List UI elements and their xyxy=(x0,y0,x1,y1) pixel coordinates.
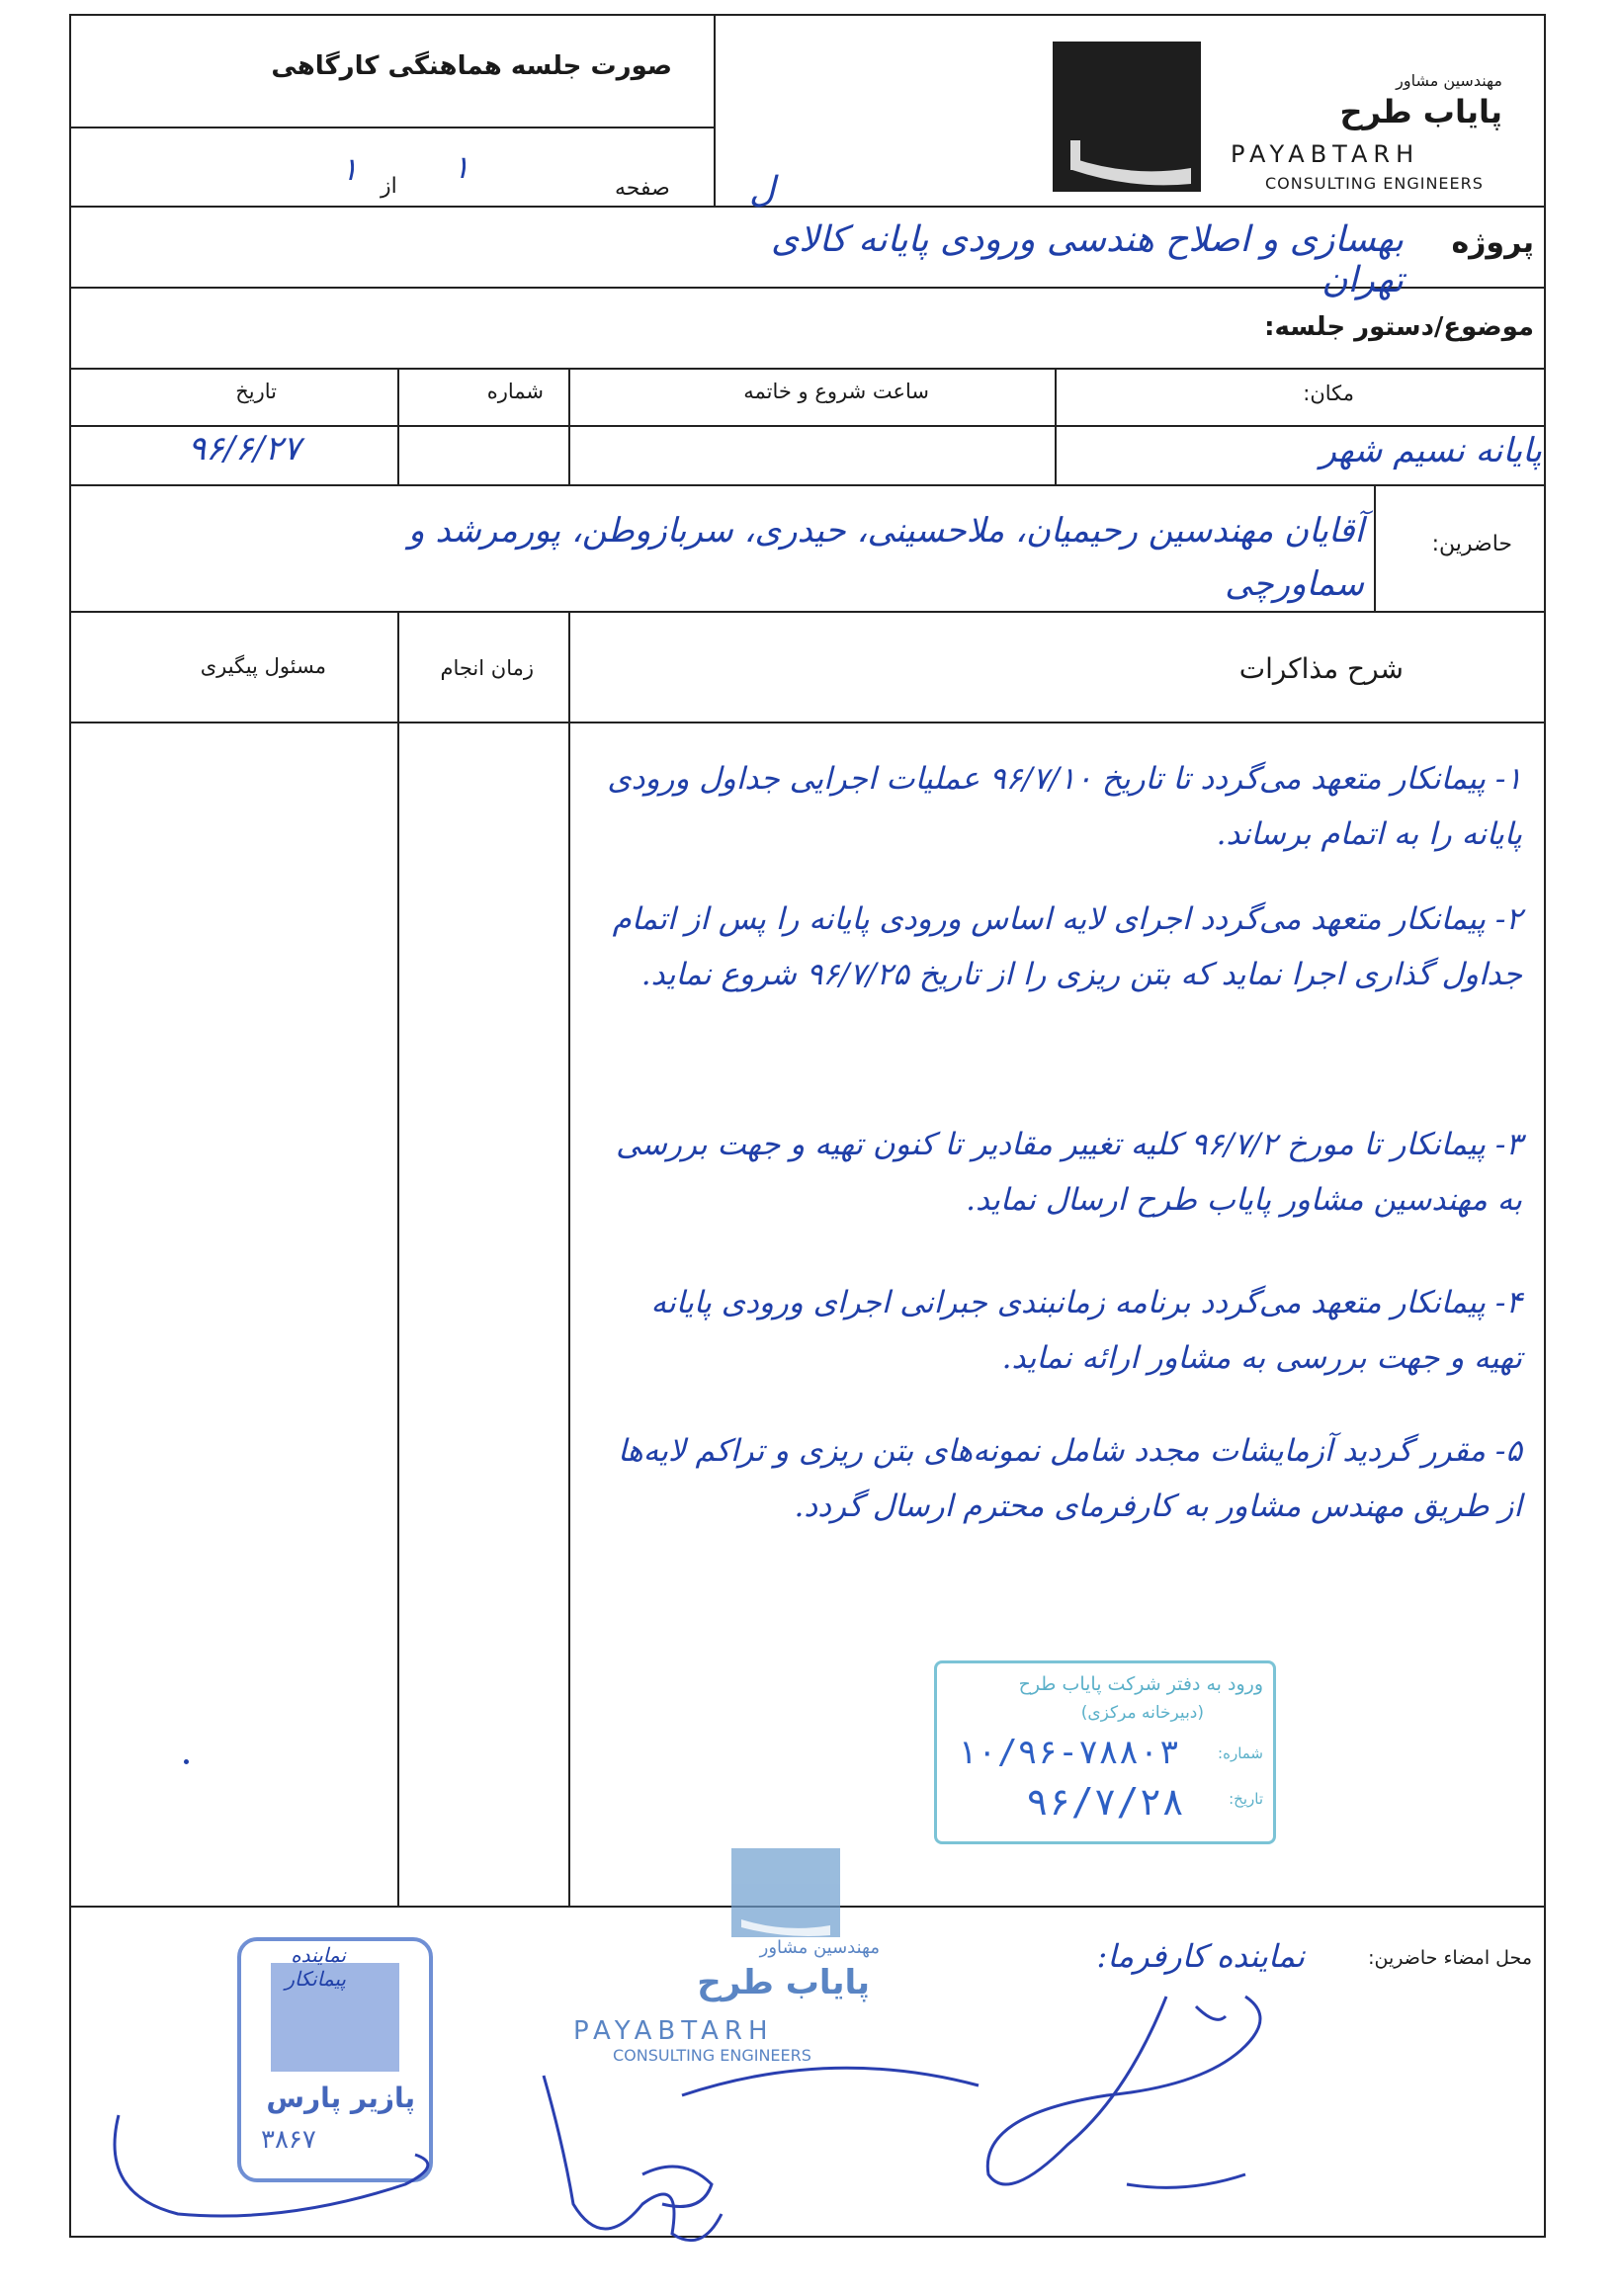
attendees-label: حاضرین: xyxy=(1431,532,1512,556)
list-item: ۵- مقرر گردید آزمایشات مجدد شامل نمونه‌های بتن ریزی و تراکم لایه‌ها از طریق مهندس مشاور به کارفرمای محترم ارسال گردد. xyxy=(617,1433,1522,1524)
consultant-stamp-subtitle: مهندسین مشاور xyxy=(759,1937,880,1958)
meta-col2 xyxy=(568,368,570,486)
reception-stamp xyxy=(934,1660,1276,1844)
consultant-stamp-tagline: CONSULTING ENGINEERS xyxy=(613,2046,811,2065)
contractor-stamp-code: ۳۸۶۷ xyxy=(261,2125,316,2155)
consultant-stamp-name: پایاب طرح xyxy=(697,1963,870,2002)
frame-top xyxy=(69,14,1546,16)
list-item: ۲- پیمانکار متعهد می‌گردد اجرای لایه اساس ورودی پایانه را پس از اتمام جداول گذاری اجرا نماید که بتن ریزی را از تاریخ ۹۶/۷/۲۵ شروع نماید. xyxy=(612,901,1522,992)
page-of-label: از xyxy=(381,174,397,199)
project-label: پروژه xyxy=(1451,225,1534,260)
date-value: ۹۶/۶/۲۷ xyxy=(188,429,301,468)
company-subtitle: مهندسین مشاور xyxy=(1396,71,1502,90)
header-divider xyxy=(69,127,716,128)
logo-mark-icon xyxy=(1053,42,1201,192)
minutes-deadline-header: زمان انجام xyxy=(440,656,534,680)
meta-header-bottom xyxy=(69,425,1546,427)
project-value: بهسازی و اصلاح هندسی ورودی پایانه کالای تهران xyxy=(771,219,1404,300)
place-value: پایانه نسیم شهر xyxy=(1320,431,1542,470)
client-representative: نماینده کارفرما: xyxy=(1096,1937,1305,1975)
subject-label: موضوع/دستور جلسه: xyxy=(1264,312,1534,342)
minutes-col1 xyxy=(397,611,399,1908)
consultant-stamp-logo xyxy=(731,1848,840,1937)
client-signature-icon xyxy=(949,1977,1384,2234)
company-tagline: CONSULTING ENGINEERS xyxy=(1265,174,1484,193)
stamp-date-label: تاریخ: xyxy=(1229,1790,1263,1808)
meta-col1 xyxy=(397,368,399,486)
attendees-bottom xyxy=(69,611,1546,613)
date-label: تاریخ xyxy=(235,380,277,403)
time-label: ساعت شروع و خاتمه xyxy=(743,380,929,403)
stamp-logo-icon xyxy=(731,1848,840,1937)
signature-scribbles-icon xyxy=(89,2056,1077,2293)
subject-bottom xyxy=(69,368,1546,370)
place-label: مکان: xyxy=(1303,382,1354,405)
minutes-responsible-header: مسئول پیگیری xyxy=(200,654,326,678)
company-name-en: PAYABTARH xyxy=(1231,140,1420,168)
header-vertical xyxy=(714,14,716,208)
page-total: ۱ xyxy=(341,150,359,188)
meta-values-bottom xyxy=(69,484,1546,486)
stamp-number-label: شماره: xyxy=(1218,1744,1263,1762)
header-bottom xyxy=(69,206,1546,208)
stamp-line1: ورود به دفتر شرکت پایاب طرح xyxy=(1018,1673,1263,1695)
ink-dot xyxy=(184,1759,189,1764)
contractor-stamp-name: پازیر پارس xyxy=(266,2082,415,2114)
company-name-fa: پایاب طرح xyxy=(1339,93,1502,130)
list-item: ۴- پیمانکار متعهد می‌گردد برنامه زمانبندی جبرانی اجرای ورودی پایانه تهیه و جهت بررسی به مشاور ارائه نماید. xyxy=(650,1285,1522,1376)
attendees-value: آقایان مهندسین رحیمیان، ملاحسینی، حیدری، سربازوطن، پورمرشد و سماورچی xyxy=(408,511,1364,604)
frame-right xyxy=(1544,14,1546,2238)
attendees-divider xyxy=(1374,484,1376,613)
contractor-representative: نماینده پیمانکار xyxy=(285,1943,346,1991)
minutes-col2 xyxy=(568,611,570,1908)
minutes-header-bottom xyxy=(69,722,1546,723)
meta-col3 xyxy=(1055,368,1057,486)
minutes-description-header: شرح مذاکرات xyxy=(1238,652,1404,685)
list-item: ۳- پیمانکار تا مورخ ۹۶/۷/۲ کلیه تغییر مقادیر تا کنون تهیه و جهت بررسی به مهندسین مشاور پایاب طرح ارسال نماید. xyxy=(616,1127,1522,1218)
page-number: ۱ xyxy=(453,148,470,186)
stamp-date-value: ۹۶/۷/۲۸ xyxy=(1026,1780,1185,1824)
page-label: صفحه xyxy=(615,176,670,201)
company-logo xyxy=(1053,42,1201,192)
form-title: صورت جلسه هماهنگی کارگاهی xyxy=(271,51,672,81)
signatures-label: محل امضاء حاضرین: xyxy=(1368,1947,1532,1969)
stamp-line2: (دبیرخانه مرکزی) xyxy=(1080,1703,1204,1723)
number-label: شماره xyxy=(486,380,544,403)
stamp-number-value: ۱۰/۹۶-۷۸۸۰۳ xyxy=(957,1733,1180,1772)
list-item: ۱- پیمانکار متعهد می‌گردد تا تاریخ ۹۶/۷/۱۰ عملیات اجرایی جداول ورودی پایانه را به اتمام برساند. xyxy=(607,761,1522,852)
consultant-stamp-en: PAYABTARH xyxy=(573,2016,774,2046)
frame-left xyxy=(69,14,71,2238)
page-code: ل xyxy=(749,170,776,211)
